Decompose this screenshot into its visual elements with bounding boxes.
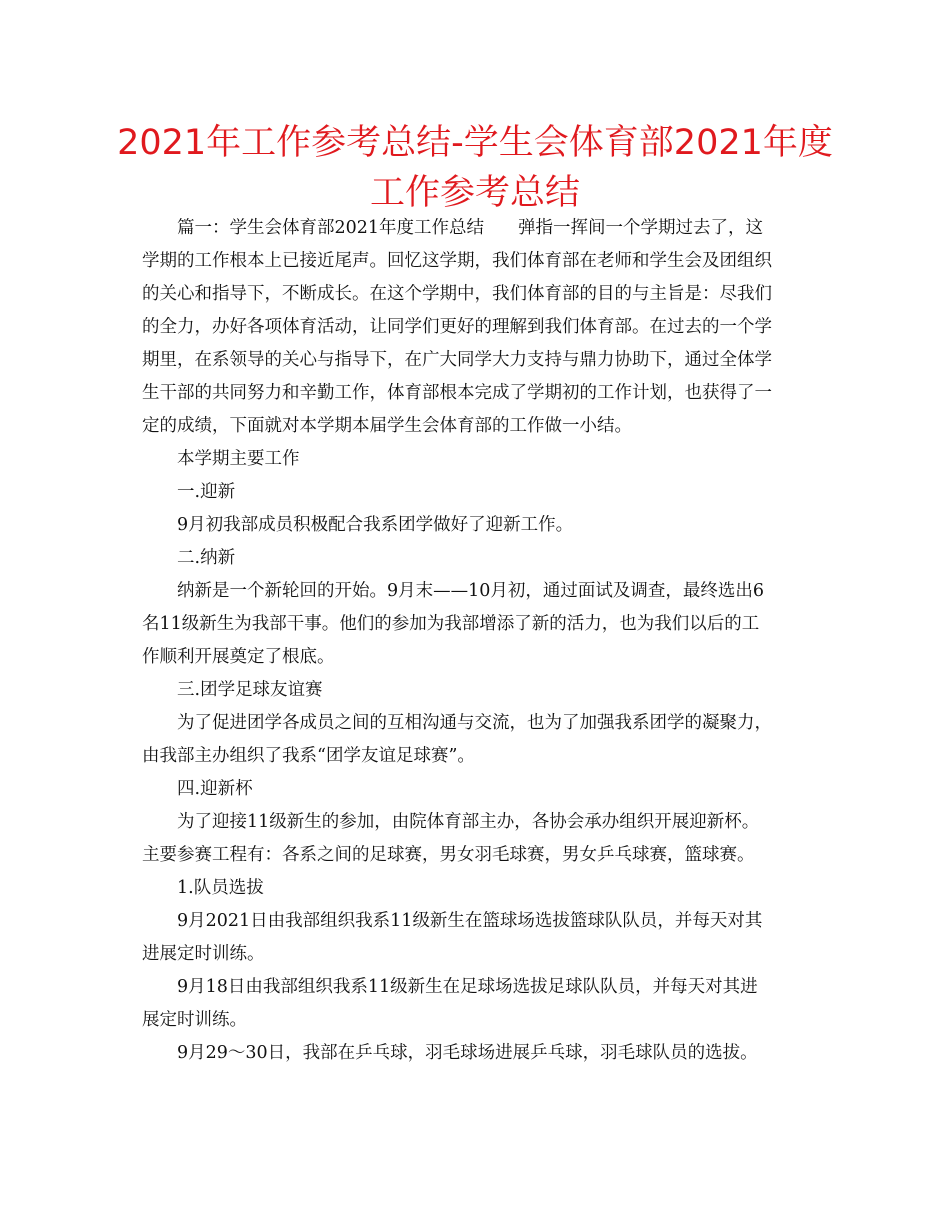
text-line: 为了迎接11级新生的参加，由院体育部主办，各协会承办组织开展迎新杯。: [177, 812, 760, 832]
document-body: [142, 212, 810, 1070]
text-line: 学期的工作根本上已接近尾声。回忆这学期，我们体育部在老师和学生会及团组织: [142, 251, 772, 271]
text-fragment: 篇一：学生会体育部2021年度工作总结: [177, 218, 485, 238]
text-line: 作顺利开展奠定了根底。: [142, 647, 335, 667]
paragraph: [142, 509, 810, 542]
text-line: 一.迎新: [177, 482, 236, 502]
text-line: 二.纳新: [177, 548, 236, 568]
document-title: [100, 118, 850, 218]
sub-heading: [142, 872, 810, 905]
text-line: 定的成绩，下面就对本学期本届学生会体育部的工作做一小结。: [142, 416, 632, 436]
text-line: 名11级新生为我部干事。他们的参加为我部增添了新的活力，也为我们以后的工: [142, 614, 760, 634]
text-line: 生干部的共同努力和辛勤工作，体育部根本完成了学期初的工作计划，也获得了一: [142, 383, 772, 403]
text-line: 四.迎新杯: [177, 779, 253, 799]
text-line: 展定时训练。: [142, 1010, 247, 1030]
text-line: 进展定时训练。: [142, 944, 265, 964]
text-line: 9月初我部成员积极配合我系团学做好了迎新工作。: [177, 515, 574, 535]
section-heading: [142, 674, 810, 707]
text-line: 期里，在系领导的关心与指导下，在广大同学大力支持与鼎力协助下，通过全体学: [142, 350, 772, 370]
text-line: 9月29～30日，我部在乒乓球，羽毛球场进展乒乓球，羽毛球队员的选拔。: [177, 1043, 758, 1063]
paragraph: [142, 971, 810, 1037]
text-line: 9月2021日由我部组织我系11级新生在篮球场选拔篮球队队员，并每天对其: [177, 911, 763, 931]
paragraph: [142, 575, 810, 674]
text-line: 主要参赛工程有：各系之间的足球赛，男女羽毛球赛，男女乒乓球赛，篮球赛。: [142, 845, 755, 865]
text-line: [142, 212, 810, 245]
text-line: 由我部主办组织了我系“团学友谊足球赛”。: [142, 746, 475, 766]
text-line: 三.团学足球友谊赛: [177, 680, 323, 700]
text-line: 为了促进团学各成员之间的互相沟通与交流，也为了加强我系团学的凝聚力，: [177, 713, 772, 733]
text-line: 纳新是一个新轮回的开始。9月末——10月初，通过面试及调查，最终选出6: [177, 581, 765, 601]
paragraph: [142, 1037, 810, 1070]
paragraph: [142, 707, 810, 773]
paragraph-intro: [142, 212, 810, 443]
text-line: 9月18日由我部组织我系11级新生在足球场选拔足球队队员，并每天对其进: [177, 977, 758, 997]
text-fragment: 弹指一挥间一个学期过去了，这: [518, 218, 764, 238]
text-line: 本学期主要工作: [177, 449, 300, 469]
paragraph: [142, 806, 810, 872]
text-line: 的关心和指导下，不断成长。在这个学期中，我们体育部的目的与主旨是：尽我们: [142, 284, 772, 304]
paragraph: [142, 905, 810, 971]
title-line-1: 2021年工作参考总结-学生会体育部2021年度: [117, 123, 833, 163]
section-heading: [142, 542, 810, 575]
section-heading: [142, 443, 810, 476]
title-line-2: 工作参考总结: [369, 173, 580, 213]
text-line: 的全力，办好各项体育活动，让同学们更好的理解到我们体育部。在过去的一个学: [142, 317, 772, 337]
section-heading: [142, 773, 810, 806]
section-heading: [142, 476, 810, 509]
text-line: 1.队员选拔: [177, 878, 264, 898]
